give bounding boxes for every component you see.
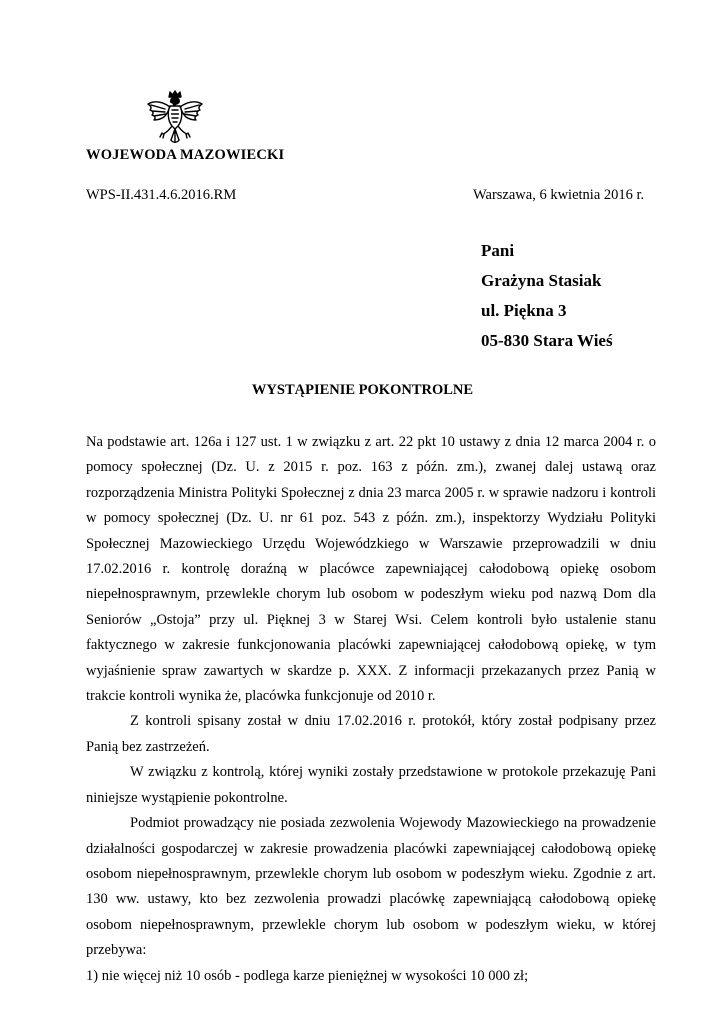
document-title: WYSTĄPIENIE POKONTROLNE [251,382,474,398]
place-date: Warszawa, 6 kwietnia 2016 r. [473,187,645,203]
recipient-street: ul. Piękna 3 [481,301,567,320]
list-item-1: 1) nie więcej niż 10 osób - podlega karze pieniężnej w wysokości 10 000 zł; [86,967,529,984]
recipient-salutation: Pani [481,241,515,260]
recipient-address [481,236,613,356]
recipient-name: Grażyna Stasiak [481,271,602,290]
authority-name: WOJEWODA MAZOWIECKI [86,147,285,163]
paragraph-2: Z kontroli spisany został w dniu 17.02.2016 r. protokół, który został podpisany przez Panią bez zastrzeżeń. [86,713,656,755]
paragraph-3: W związku z kontrolą, której wyniki zostały przedstawione w protokole przekazuję Pani niniejsze wystąpienie pokontrolne. [86,764,656,806]
paragraph-4: Podmiot prowadzący nie posiada zezwolenia Wojewody Mazowieckiego na prowadzenie działalności gospodarczej w zakresie prowadzenia placówki zapewniającej całodobową opiekę osobom niepełnosprawnym, przewlekle chorym lub osobom w podeszłym wieku. Zgodnie z art. 130 ww. ustawy, kto bez zezwolenia prowadzi placówkę zapewniającą całodobową opiekę osobom niepełnosprawnym, przewlekle chorym lub osobom w podeszłym wieku, w której przebywa: [86,815,656,959]
paragraph-1: Na podstawie art. 126a i 127 ust. 1 w związku z art. 22 pkt 10 ustawy z dnia 12 marca 2004 r. o pomocy społecznej (Dz. U. z 2015 r. poz. 163 z późn. zm.), zwanej dalej ustawą oraz rozporządzenia Ministra Polityki Społecznej z dnia 23 marca 2005 r. w sprawie nadzoru i kontroli w pomocy społecznej (Dz. U. nr 61 poz. 543 z późn. zm.), inspektorzy Wydziału Polityki Społecznej Mazowieckiego Urzędu Wojewódzkiego w Warszawie przeprowadzili w dniu 17.02.2016 r. kontrolę doraźną w placówce zapewniającej całodobową opiekę osobom niepełnosprawnym, przewlekle chorym lub osobom w podeszłym wieku pod nazwą Dom dla Seniorów „Ostoja” przy ul. Pięknej 3 w Starej Wsi. Celem kontroli było ustalenie stanu faktycznego w zakresie funkcjonowania placówki zapewniającej całodobową opiekę, w tym wyjaśnienie spraw zawartych w skardze p. XXX. Z informacji przekazanych przez Panią w trakcie kontroli wynika że, placówka funkcjonuje od 2010 r. [86,434,656,705]
document-body [86,430,656,989]
reference-number: WPS-II.431.4.6.2016.RM [86,187,237,203]
eagle-emblem-icon [143,88,207,148]
recipient-city: 05-830 Stara Wieś [481,331,613,350]
